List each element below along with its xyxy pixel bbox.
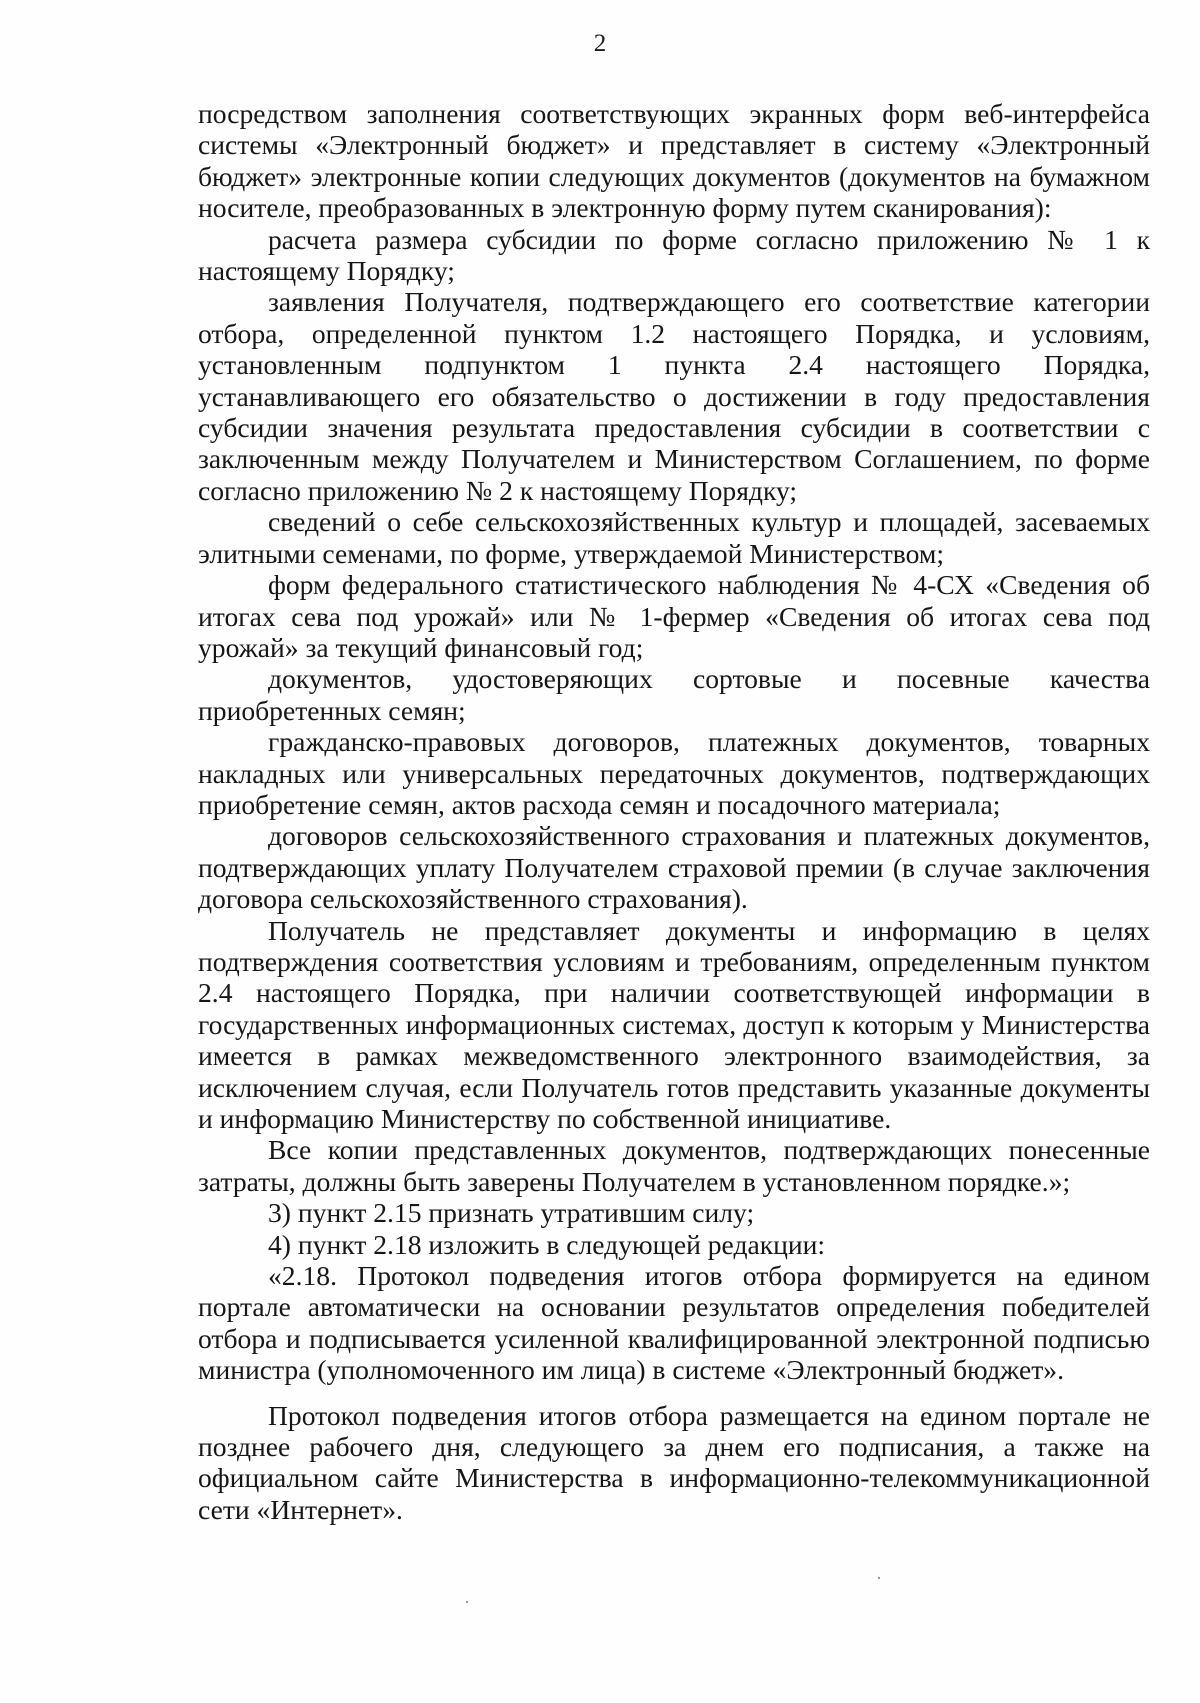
paragraph-statistical-forms: форм федерального статистического наблюдения № 4-СХ «Сведения об итогах сева под урожай» или № 1-фермер «Сведения об итогах сева под урожай» за текущий финансовый год; xyxy=(198,569,1150,663)
paragraph-civil-contracts: гражданско-правовых договоров, платежных документов, товарных накладных или универсальных передаточных документов, подтверждающих приобретение семян, актов расхода семян и посадочного материала; xyxy=(198,726,1150,820)
paragraph-seed-quality-documents: документов, удостоверяющих сортовые и посевные качества приобретенных семян; xyxy=(198,663,1150,726)
paragraph-recipient-statement: заявления Получателя, подтверждающего его соответствие категории отбора, определенной пунктом 1.2 настоящего Порядка, и условиям, установленным подпунктом 1 пункта 2.4 настоящего Порядка, устанавливающего его обязательство о достижении в году предоставления субсидии значения результата предоставления субсидии в соответствии с заключенным между Получателем и Министерством Соглашением, по форме согласно приложению № 2 к настоящему Порядку; xyxy=(198,286,1150,506)
paragraph-subsidy-calculation: расчета размера субсидии по форме согласно приложению № 1 к настоящему Порядку; xyxy=(198,223,1150,287)
scan-speck xyxy=(466,1601,468,1603)
page-number: 2 xyxy=(593,30,607,57)
paragraph-protocol-formation: «2.18. Протокол подведения итогов отбора формируется на едином портале автоматически на основании результатов определения победителей отбора и подписывается усиленной квалифицированной электронной подписью министра (уполномоченного им лица) в системе «Электронный бюджет». xyxy=(198,1260,1150,1386)
scan-speck xyxy=(878,1577,880,1579)
paragraph-crop-information: сведений о себе сельскохозяйственных культур и площадей, засеваемых элитными семенами, по форме, утверждаемой Министерством; xyxy=(198,506,1150,569)
paragraph-continuation: посредством заполнения соответствующих экранных форм веб-интерфейса системы «Электронный бюджет» и представляет в систему «Электронный бюджет» электронные копии следующих документов (документов на бумажном носителе, преобразованных в электронную форму путем сканирования): xyxy=(198,98,1150,224)
paragraph-item-2-18: 4) пункт 2.18 изложить в следующей редакции: xyxy=(268,1228,826,1260)
paragraph-interagency-exchange: Получатель не представляет документы и информацию в целях подтверждения соответствия условиям и требованиям, определенным пунктом 2.4 настоящего Порядка, при наличии соответствующей информации в государственных информационных системах, доступ к которым у Министерства имеется в рамках межведомственного электронного взаимодействия, за исключением случая, если Получатель готов представить указанные документы и информацию Министерству по собственной инициативе. xyxy=(198,914,1150,1134)
paragraph-item-2-15: 3) пункт 2.15 признать утратившим силу; xyxy=(268,1197,755,1229)
paragraph-protocol-publication: Протокол подведения итогов отбора размещается на едином портале не позднее рабочего дня, следующего за днем его подписания, а также на официальном сайте Министерства в информационно-телекоммуникационной сети «Интернет». xyxy=(198,1399,1150,1525)
paragraph-certified-copies: Все копии представленных документов, подтверждающих понесенные затраты, должны быть заверены Получателем в установленном порядке.»; xyxy=(198,1134,1150,1197)
paragraph-insurance-contracts: договоров сельскохозяйственного страхования и платежных документов, подтверждающих уплату Получателем страховой премии (в случае заключения договора сельскохозяйственного страхования). xyxy=(198,820,1150,915)
document-body xyxy=(198,98,1150,1525)
